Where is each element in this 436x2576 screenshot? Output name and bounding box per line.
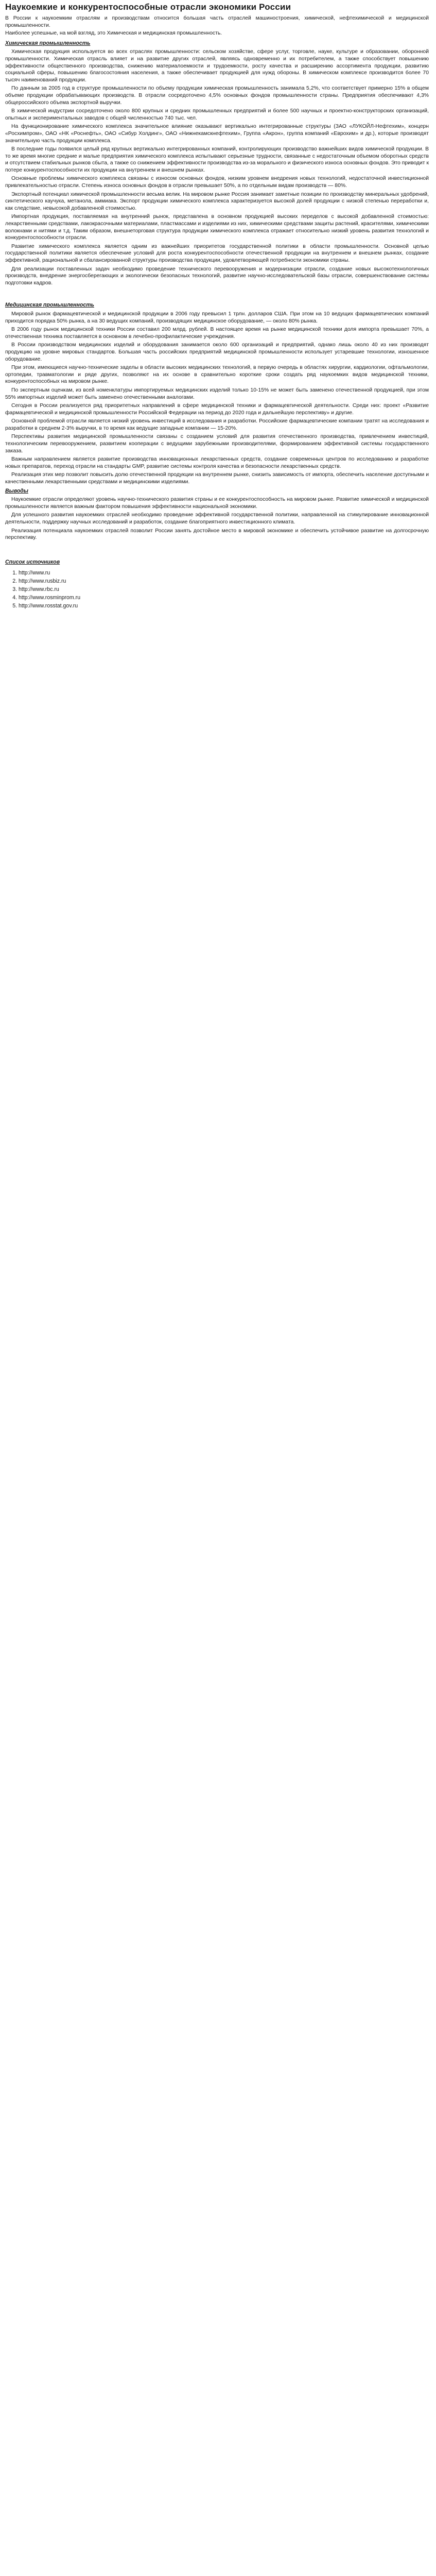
paragraph: В химической индустрии сосредоточено около 800 крупных и средних промышленных предприятий и более 500 научных и проектно-конструкторских организаций, опытных и экспериментальных заводов с общей численностью 740 тыс. чел. — [5, 108, 429, 121]
intro — [5, 15, 429, 37]
sources-heading: Список источников — [5, 558, 60, 565]
section-conclusions — [5, 488, 429, 541]
paragraph: При этом, имеющиеся научно-технические заделы в области высоких медицинских технологий, в первую очередь в областях хирургии, кардиологии, офтальмологии, ортопедии, травматологии и ряде других, позволяют на их основе в сравнительно короткие сроки создать ряд наукоемких видов медицинской техники, конкурентоспособных на мировом рынке. — [5, 365, 429, 385]
paragraph: Основной проблемой отрасли является низкий уровень инвестиций в исследования и разработки. Российские фармацевтические компании тратят на исследования и разработки в среднем 2-3% выручки, в то время как ведущие западные компании — 15-20%. — [5, 418, 429, 431]
paragraph: В России производством медицинских изделий и оборудования занимается около 600 организаций и предприятий, однако лишь около 40 из них производят продукцию на уровне мировых стандартов. Большая часть российских предприятий медицинской промышленности использует устаревшие технологии, изношенное оборудование. — [5, 342, 429, 362]
paragraph: Развитие химического комплекса является одним из важнейших приоритетов государственной политики в области промышленности. Основной целью государственной политики является обеспечение условий для роста конкурентоспособности отечественной продукции на внутреннем и внешнем рынках, создание эффективной, рациональной и сбалансированной структуры производства продукции, удовлетворяющей потребности экономики страны. — [5, 243, 429, 263]
paragraph: Перспективы развития медицинской промышленности связаны с созданием условий для развития отечественного производства, привлечением инвестиций, технологическим перевооружением, развитием кооперации с ведущими зарубежными производителями, формированием эффективной системы государственного заказа. — [5, 434, 429, 454]
source-link[interactable]: 4. http://www.rosminprom.ru — [19, 594, 429, 602]
section-sources — [5, 559, 429, 611]
paragraph: Сегодня в России реализуется ряд приоритетных направлений в сфере медицинской техники и фармацевтической деятельности. Среди них: проект «Развитие фармацевтической и медицинской промышленности Российской Федерации на период до 2020 года и дальнейшую перспективу» и другие. — [5, 403, 429, 416]
paragraph: По данным за 2005 год в структуре промышленности по объему продукции химическая промышленность занимала 5,2%, что соответствует примерно 15% в общем объеме продукции обрабатывающих производств. В отрасли сосредоточено 4,5% основных фондов промышленности страны. Предприятия обеспечивают 4,3% общероссийского объема экспортной выручки. — [5, 86, 429, 106]
paragraph: Основные проблемы химического комплекса связаны с износом основных фондов, низким уровнем внедрения новых технологий, недостаточной инвестиционной привлекательностью отрасли. Степень износа основных фондов в отрасли превышает 50%, а по отдельным видам производств — 80%. — [5, 176, 429, 189]
section-chemical-industry — [5, 40, 429, 287]
paragraph: Реализация потенциала наукоемких отраслей позволит России занять достойное место в мировой экономике и обеспечить устойчивое развитие на долгосрочную перспективу. — [5, 528, 429, 541]
source-link[interactable]: 5. http://www.rosstat.gov.ru — [19, 602, 429, 610]
source-link[interactable]: 2. http://www.rusbiz.ru — [19, 577, 429, 585]
paragraph: Наукоемкие отрасли определяют уровень научно-технического развития страны и ее конкурентоспособность на мировом рынке. Развитие химической и медицинской промышленности является важным фактором повышения эффективности национальной экономики. — [5, 497, 429, 510]
paragraph: Для реализации поставленных задач необходимо проведение технического перевооружения и модернизации отрасли, создание новых высокотехнологичных производств, внедрение энергосберегающих и экологически безопасных технологий, развитие научно-исследовательской базы отрасли, совершенствование системы подготовки кадров. — [5, 266, 429, 286]
paragraph: В последние годы появился целый ряд крупных вертикально интегрированных компаний, контролирующих производство важнейших видов химической продукции. В то же время многие средние и малые предприятия химического комплекса испытывают серьезные трудности, связанные с недостаточным объемом оборотных средств и отсутствием стабильных рынков сбыта, а также со снижением эффективности производства из-за морального и физического износа основных фондов. Это приводит к потере конкурентоспособности их продукции на внутреннем и внешнем рынках. — [5, 146, 429, 173]
paragraph: По экспертным оценкам, из всей номенклатуры импортируемых медицинских изделий только 10-15% не может быть заменено отечественной продукцией, при этом 55% импортных изделий может быть заменено отечественными аналогами. — [5, 387, 429, 400]
sources-list — [5, 569, 429, 610]
source-link[interactable]: 1. http://www.ru — [19, 569, 429, 577]
intro-paragraph: В России к наукоемким отраслям и производствам относится большая часть отраслей машиностроения, химической, нефтехимической и медицинской промышленности. — [5, 15, 429, 28]
paragraph: Экспортный потенциал химической промышленности весьма велик. На мировом рынке Россия занимает заметные позиции по производству минеральных удобрений, синтетического каучука, метанола, аммиака. Экспорт продукции химического комплекса характеризуется высокой долей продукции с низкой степенью переработки и, как следствие, невысокой добавленной стоимостью. — [5, 191, 429, 211]
paragraph: Импортная продукция, поставляемая на внутренний рынок, представлена в основном продукцией высоких переделов с высокой добавленной стоимостью: лекарственными средствами, лакокрасочными материалами, пластмассами и изделиями из них, химическими средствами защиты растений, красителями, химическими волокнами и нитями и т.д. Таким образом, внешнеторговая структура продукции химического комплекса отражает относительно низкий уровень развития технологий и конкурентоспособности отрасли. — [5, 214, 429, 241]
paragraph: В 2006 году рынок медицинской техники России составил 200 млрд. рублей. В настоящее время на рынке медицинской техники доля импорта превышает 70%, а отечественная техника поставляется в основном в лечебно-профилактические учреждения. — [5, 327, 429, 340]
section-medical-industry — [5, 302, 429, 485]
paragraph: На функционирование химического комплекса значительное влияние оказывают вертикально интегрированные структуры (ЗАО «ЛУКОЙЛ-Нефтехим», концерн «Росхимпром», ОАО «НК «Роснефть», ОАО «Сибур Холдинг», ОАО «Нижнекамскнефтехим», Группа «Акрон», группа компаний «Еврохим» и др.), которые производят значительную часть продукции комплекса. — [5, 124, 429, 144]
paragraph: Химическая продукция используется во всех отраслях промышленности: сельском хозяйстве, сфере услуг, торговле, науке, культуре и образовании, оборонной промышленности. Химическая отрасль влияет и на развитие других отраслей, являясь одновременно и их потребителем, а также способствует повышению эффективности общественного производства, снижению материалоемкости и трудоемкости, росту качества и расширению ассортимента продукции, развитию социальной сферы, повышению благосостояния населения, а также обеспечивает продукцией для нужд обороны. В химическом комплексе производится более 70 тысяч наименований продукции. — [5, 49, 429, 83]
section-heading: Выводы — [5, 487, 28, 494]
paragraph: Важным направлением является развитие производства инновационных лекарственных средств, создание современных центров по исследованию и разработке новых препаратов, переход отрасли на стандарты GMP, развитие системы контроля качества и безопасности лекарственных средств. — [5, 456, 429, 469]
paragraph: Реализация этих мер позволит повысить долю отечественной продукции на внутреннем рынке, снизить зависимость от импорта, обеспечить население доступными и качественными лекарственными средствами и медицинскими изделиями. — [5, 472, 429, 485]
paragraph: Для успешного развития наукоемких отраслей необходимо проведение эффективной государственной политики, направленной на стимулирование инновационной деятельности, поддержку научных исследований и разработок, создание благоприятного инвестиционного климата. — [5, 512, 429, 525]
source-link[interactable]: 3. http://www.rbc.ru — [19, 585, 429, 594]
document-title: Наукоемкие и конкурентоспособные отрасли экономики России — [5, 2, 291, 12]
section-heading: Химическая промышленность — [5, 40, 91, 46]
paragraph: Мировой рынок фармацевтической и медицинской продукции в 2006 году превысил 1 трлн. долларов США. При этом на 10 ведущих фармацевтических компаний приходится порядка 50% рынка, а на 30 ведущих компаний, производящих медицинское оборудование, — около 80% рынка. — [5, 311, 429, 324]
section-heading: Медицинская промышленность — [5, 302, 94, 309]
intro-paragraph: Наиболее успешные, на мой взгляд, это Химическая и медицинская промышленность. — [5, 30, 222, 37]
